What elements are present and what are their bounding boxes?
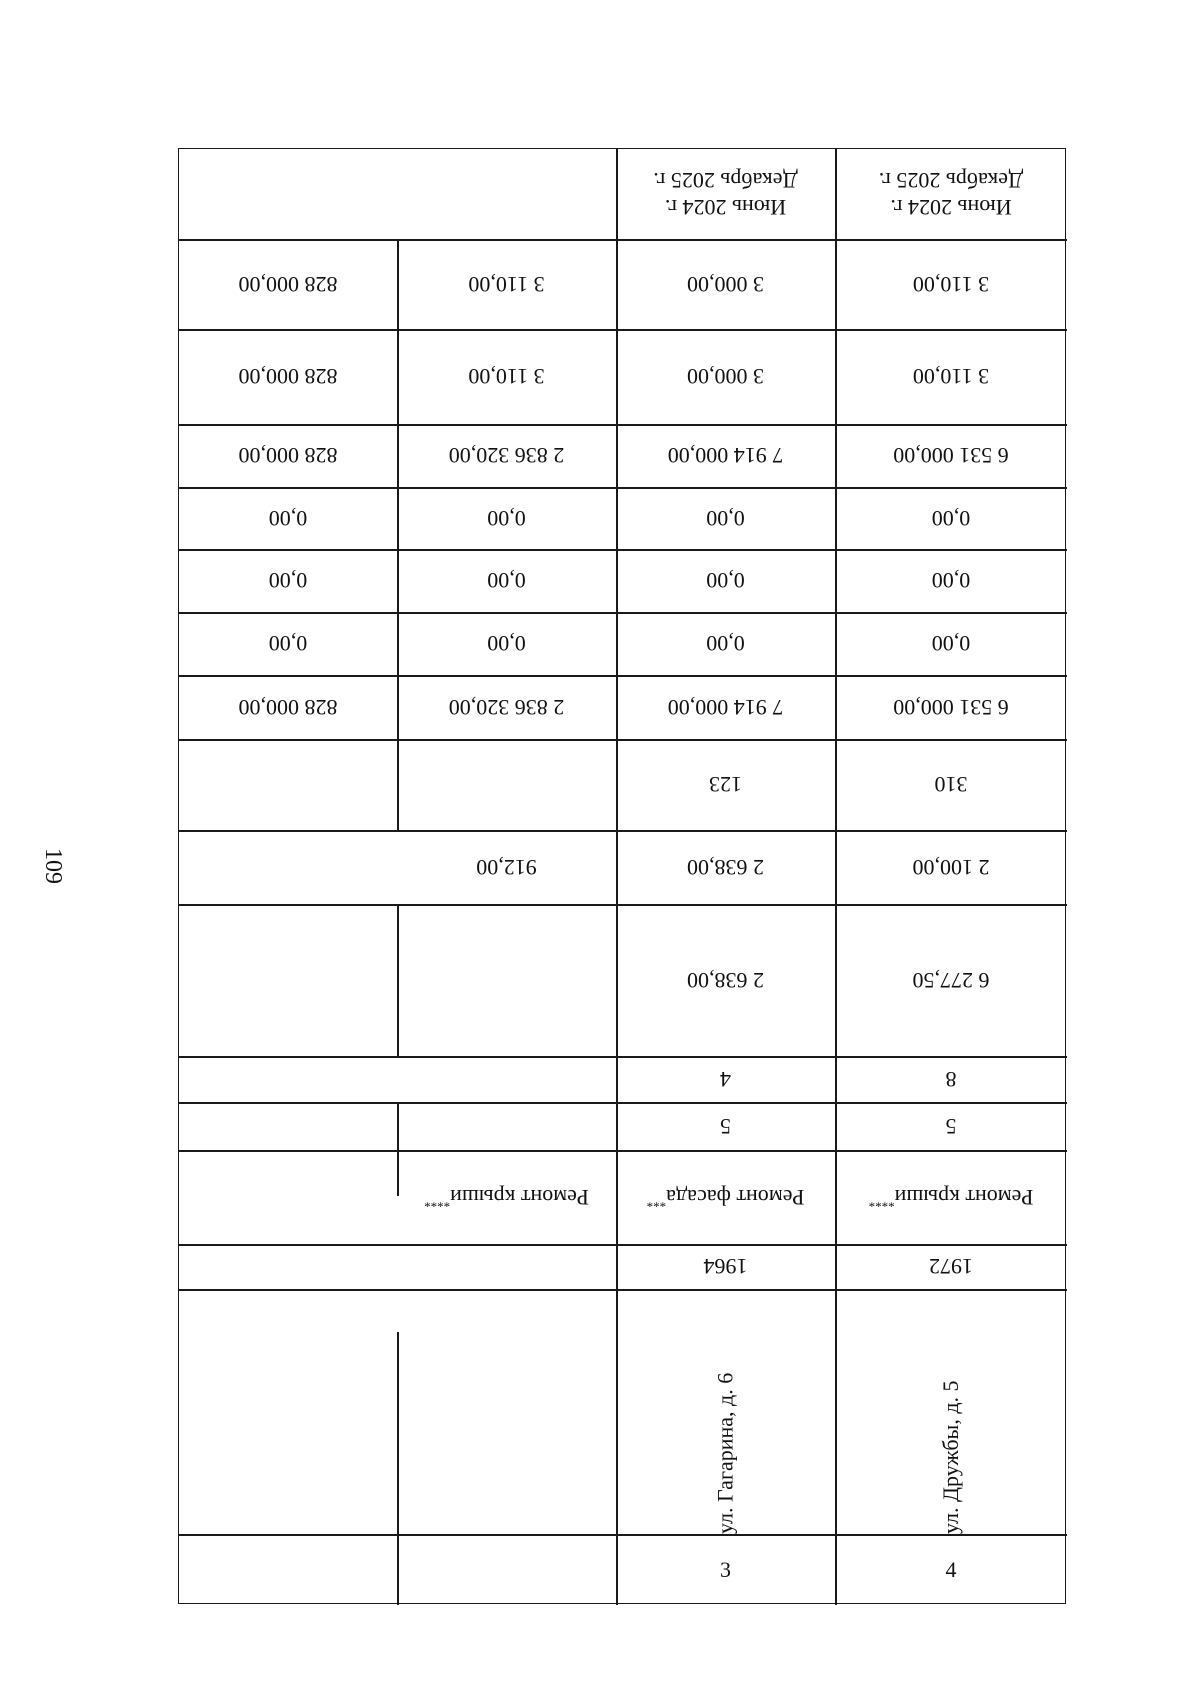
period-start: Июнь 2024 г. [890,195,1012,221]
row-number-cell: 3 [720,1556,731,1582]
unit-cost-cell: 3 110,00 [912,364,990,390]
cost-total-cell: 2 836 320,00 [448,694,565,720]
footnote-mark: **** [424,1195,451,1211]
period-end: Декабрь 2025 г. [653,168,798,193]
cost-fund-cell: 0,00 [931,631,971,657]
footnote-mark: **** [868,1195,895,1211]
page-number: 109 [40,848,66,884]
cost-owners-cell: 2 836 320,00 [448,443,565,469]
cost-fund-cell: 0,00 [706,568,745,594]
cost-owners-cell: 828 000,00 [238,443,338,469]
footnote-mark: *** [646,1195,667,1211]
residents-cell: 123 [709,772,742,798]
work-type-label: Ремонт фасада [666,1184,805,1210]
year-cell: 1972 [929,1254,973,1280]
entrances-cell: 4 [720,1066,731,1092]
unit-cost-cell: 828 000,00 [238,364,338,390]
address-cell: ул. Дружбы, д. 5 [938,1380,963,1534]
period-end: Декабрь 2025 г. [878,168,1024,193]
cost-fund-cell: 0,00 [268,568,308,594]
area-work-cell: 2 638,00 [687,854,764,880]
cost-owners-cell: 7 914 000,00 [667,443,784,469]
cost-total-cell: 6 531 000,00 [893,694,1009,720]
cost-fund-cell: 0,00 [268,505,308,531]
period-cell [835,149,1067,239]
row-number-cell: 4 [945,1556,957,1582]
cost-owners-cell: 6 531 000,00 [893,443,1009,469]
work-type-cell [616,1150,835,1244]
unit-cost-limit-cell: 3 000,00 [687,271,764,297]
cost-fund-cell: 0,00 [268,631,308,657]
cost-total-cell: 7 914 000,00 [667,694,784,720]
cost-fund-cell: 0,00 [487,568,526,594]
unit-cost-limit-cell: 828 000,00 [238,271,338,297]
cost-fund-cell: 0,00 [487,505,526,531]
floors-cell: 5 [945,1113,957,1139]
cost-fund-cell: 0,00 [931,568,971,594]
unit-cost-limit-cell: 3 110,00 [468,271,545,297]
year-cell: 1964 [703,1254,748,1280]
work-type-cell [397,1150,616,1244]
cost-total-cell: 828 000,00 [238,694,338,720]
floors-cell: 5 [720,1113,731,1139]
unit-cost-cell: 3 110,00 [468,364,545,390]
grid-vline [397,904,399,1056]
area-total-cell: 6 277,50 [912,967,990,993]
cost-fund-cell: 0,00 [706,505,745,531]
document-table [178,148,1066,1604]
grid-vline [397,1332,399,1605]
work-type-label: Ремонт крыши [894,1184,1034,1210]
unit-cost-cell: 3 000,00 [687,364,764,390]
work-type-label: Ремонт крыши [450,1184,589,1210]
area-work-cell: 2 100,00 [912,854,990,880]
period-cell [616,149,835,239]
cost-fund-cell: 0,00 [487,631,526,657]
area-total-cell: 2 638,00 [687,967,764,993]
address-cell: ул. Гагарина, д. 6 [712,1372,738,1534]
cost-fund-cell: 0,00 [931,505,971,531]
area-work-cell: 912,00 [476,854,537,880]
unit-cost-limit-cell: 3 110,00 [912,271,990,297]
work-type-cell [835,1150,1067,1244]
entrances-cell: 8 [945,1066,957,1092]
residents-cell: 310 [934,772,968,798]
cost-fund-cell: 0,00 [706,631,745,657]
period-start: Июнь 2024 г. [664,195,787,221]
